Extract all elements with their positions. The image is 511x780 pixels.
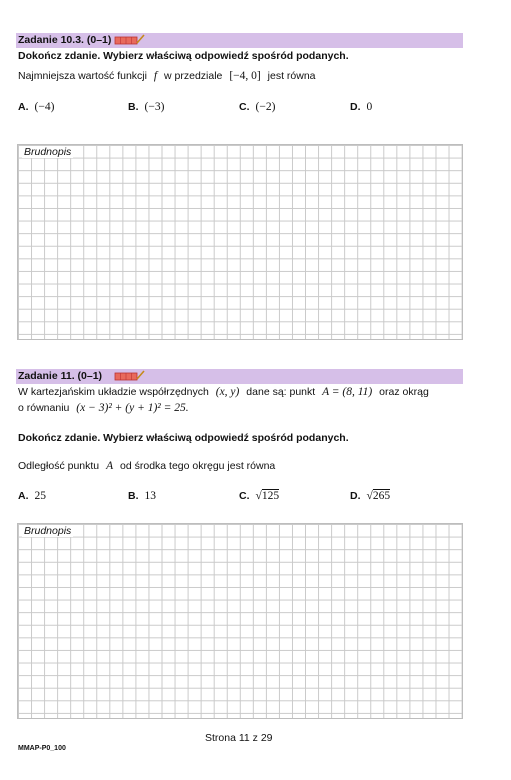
option-value: 265: [372, 490, 391, 502]
option-b[interactable]: [128, 490, 156, 502]
scratch-label: Brudnopis: [24, 146, 72, 158]
pencil-icon: [114, 370, 146, 382]
option-d[interactable]: [350, 490, 390, 502]
option-letter: D.: [350, 490, 361, 502]
task-question: [18, 70, 316, 82]
sqrt-symbol: √: [366, 490, 373, 502]
document-code: MMAP-P0_100: [18, 745, 66, 752]
point-symbol: A: [106, 460, 114, 472]
scratch-grid[interactable]: [17, 523, 463, 719]
option-a[interactable]: [18, 490, 46, 502]
task-header-title: Zadanie 11. (0–1): [18, 370, 103, 382]
option-a[interactable]: [18, 101, 54, 113]
option-value: (−3): [144, 101, 165, 113]
context-text: dane są: punkt: [246, 386, 316, 398]
option-value: 25: [34, 490, 46, 502]
scratch-label: Brudnopis: [24, 525, 72, 537]
option-letter: C.: [239, 490, 250, 502]
page-number: Strona 11 z 29: [205, 732, 273, 744]
question-text: Najmniejsza wartość funkcji: [18, 70, 147, 82]
option-letter: A.: [18, 490, 29, 502]
option-c[interactable]: [239, 490, 279, 502]
task-instruction: Dokończ zdanie. Wybierz właściwą odpowiedź spośród podanych.: [18, 50, 349, 62]
point-expression: A = (8, 11): [322, 386, 373, 398]
context-text: o równaniu: [18, 402, 70, 414]
option-value: (−4): [34, 101, 55, 113]
sqrt-symbol: √: [255, 490, 262, 502]
option-b[interactable]: [128, 101, 164, 113]
option-letter: C.: [239, 101, 250, 113]
task-question: [18, 460, 275, 472]
option-c[interactable]: [239, 101, 275, 113]
option-letter: D.: [350, 101, 361, 113]
question-text: Odległość punktu: [18, 460, 100, 472]
function-symbol: f: [153, 70, 158, 82]
task-header-bar: [16, 33, 463, 48]
scratch-grid[interactable]: [17, 144, 463, 340]
question-text: w przedziale: [164, 70, 223, 82]
task-instruction: Dokończ zdanie. Wybierz właściwą odpowiedź spośród podanych.: [18, 432, 349, 444]
option-value: 0: [366, 101, 373, 113]
question-text: jest równa: [267, 70, 316, 82]
task-context-line1: [18, 386, 429, 398]
interval-expression: [−4, 0]: [229, 70, 261, 82]
context-text: W kartezjańskim układzie współrzędnych: [18, 386, 209, 398]
option-value: 125: [261, 490, 280, 502]
question-text: od środka tego okręgu jest równa: [120, 460, 276, 472]
pencil-icon: [114, 34, 146, 46]
circle-equation: (x − 3)² + (y + 1)² = 25.: [76, 402, 189, 414]
option-letter: B.: [128, 490, 139, 502]
task-context-line2: [18, 402, 189, 414]
context-text: oraz okrąg: [379, 386, 429, 398]
option-value: 13: [144, 490, 156, 502]
task-header-title: Zadanie 10.3. (0–1): [18, 34, 112, 46]
coordinate-system-symbol: (x, y): [215, 386, 240, 398]
option-letter: A.: [18, 101, 29, 113]
option-letter: B.: [128, 101, 139, 113]
task-header-bar: [16, 369, 463, 384]
option-value: (−2): [255, 101, 276, 113]
option-d[interactable]: [350, 101, 372, 113]
